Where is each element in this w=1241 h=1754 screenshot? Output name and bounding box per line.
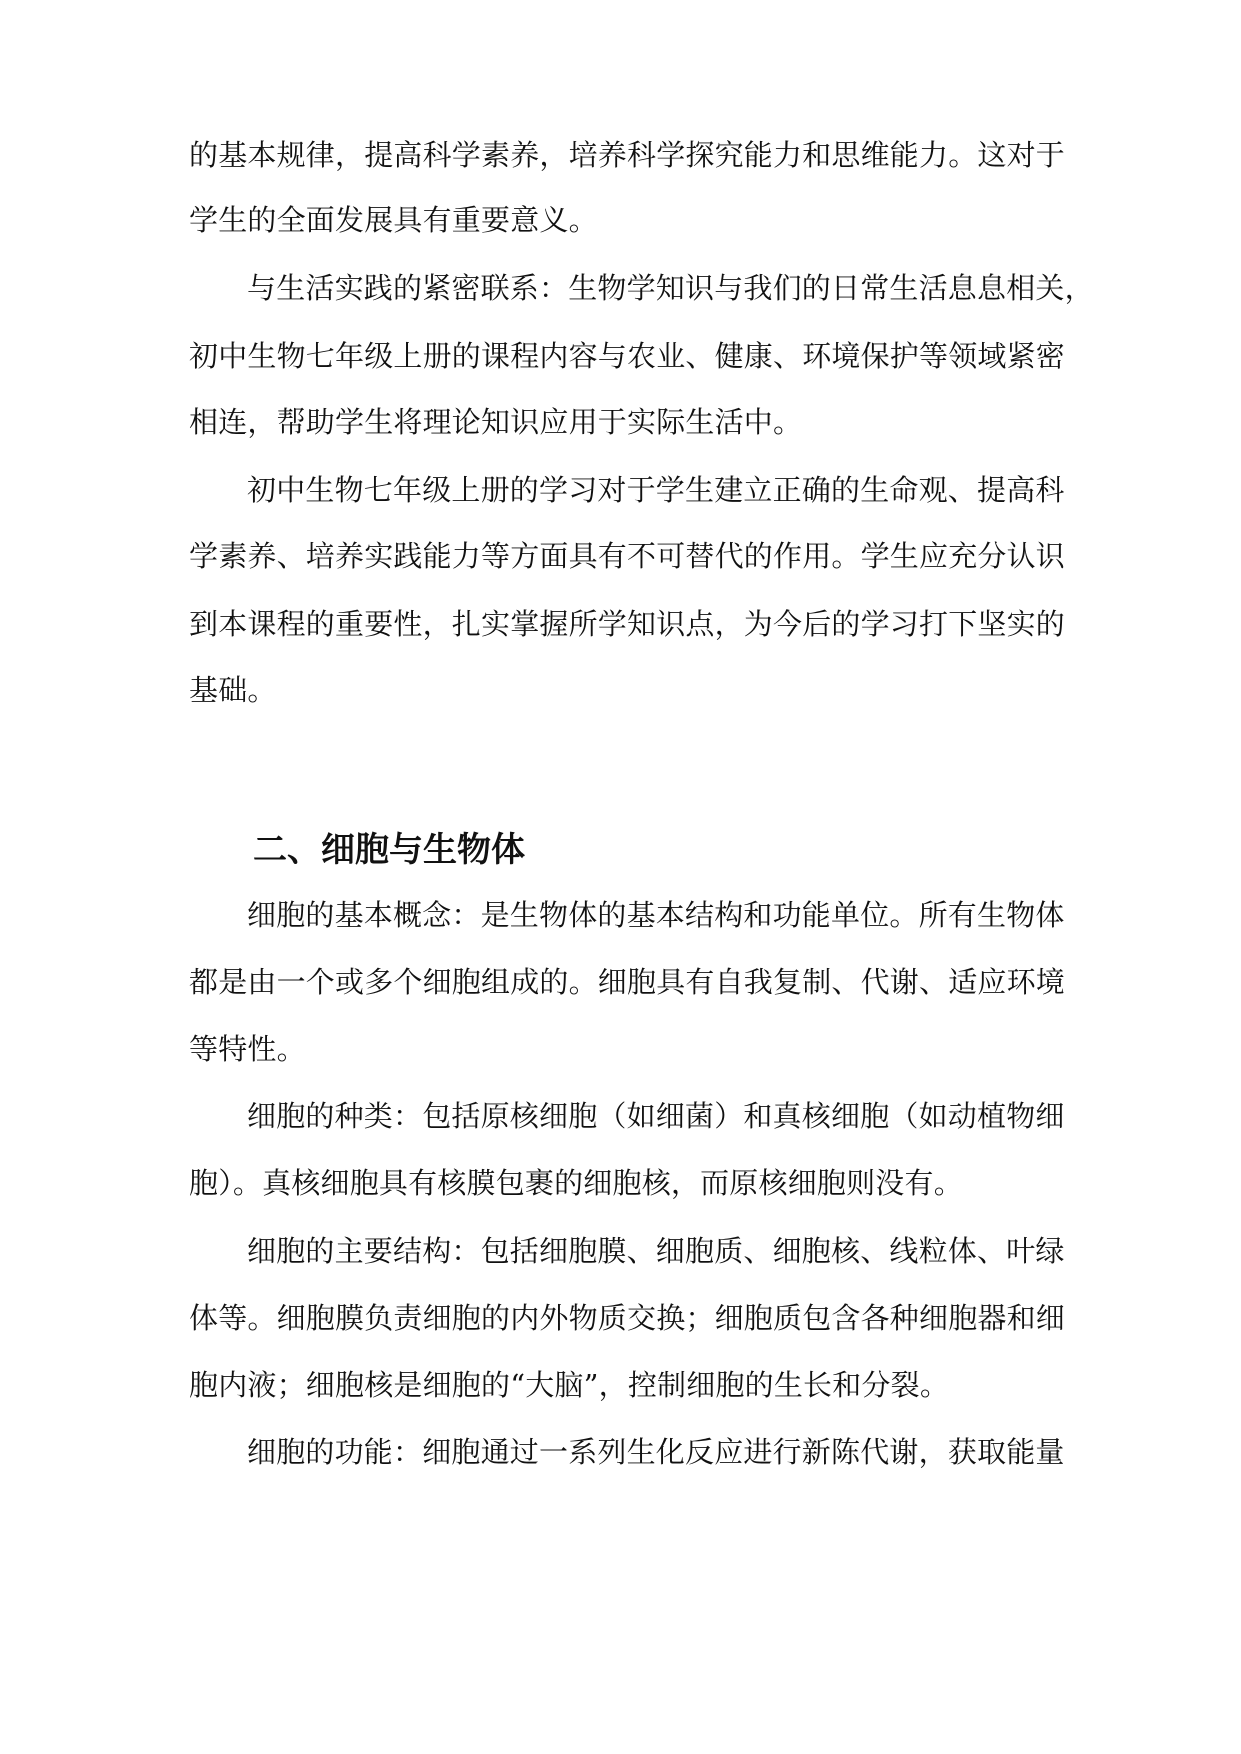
paragraph-5-line-1: 细胞的种类：包括原核细胞（如细菌）和真核细胞（如动植物细 [247,1099,1065,1133]
paragraph-3-line-1: 初中生物七年级上册的学习对于学生建立正确的生命观、提高科 [247,473,1065,507]
paragraph-2-line-3: 相连，帮助学生将理论知识应用于实际生活中。 [189,405,803,439]
paragraph-1-line-1: 的基本规律，提高科学素养，培养科学探究能力和思维能力。这对于 [189,138,1066,172]
paragraph-5-line-2: 胞）。真核细胞具有核膜包裹的细胞核，而原核细胞则没有。 [189,1166,963,1200]
paragraph-3-line-2: 学素养、培养实践能力等方面具有不可替代的作用。学生应充分认识 [189,539,1066,573]
paragraph-6-line-3: 胞内液；细胞核是细胞的“大脑”，控制细胞的生长和分裂。 [189,1368,950,1402]
paragraph-4-line-2: 都是由一个或多个细胞组成的。细胞具有自我复制、代谢、适应环境 [189,965,1066,999]
paragraph-4-line-1: 细胞的基本概念：是生物体的基本结构和功能单位。所有生物体 [247,898,1065,932]
paragraph-6-line-2: 体等。细胞膜负责细胞的内外物质交换；细胞质包含各种细胞器和细 [189,1301,1066,1335]
paragraph-6-line-1: 细胞的主要结构：包括细胞膜、细胞质、细胞核、线粒体、叶绿 [247,1234,1065,1268]
paragraph-2-line-1: 与生活实践的紧密联系：生物学知识与我们的日常生活息息相关， [247,271,1094,305]
section-heading: 二、细胞与生物体 [253,830,525,870]
paragraph-7-line-1: 细胞的功能：细胞通过一系列生化反应进行新陈代谢，获取能量 [247,1435,1065,1469]
paragraph-4-line-3: 等特性。 [189,1032,306,1066]
paragraph-3-line-4: 基础。 [189,673,277,707]
paragraph-1-line-2: 学生的全面发展具有重要意义。 [189,203,598,237]
paragraph-2-line-2: 初中生物七年级上册的课程内容与农业、健康、环境保护等领域紧密 [189,339,1066,373]
paragraph-3-line-3: 到本课程的重要性，扎实掌握所学知识点，为今后的学习打下坚实的 [189,607,1066,641]
